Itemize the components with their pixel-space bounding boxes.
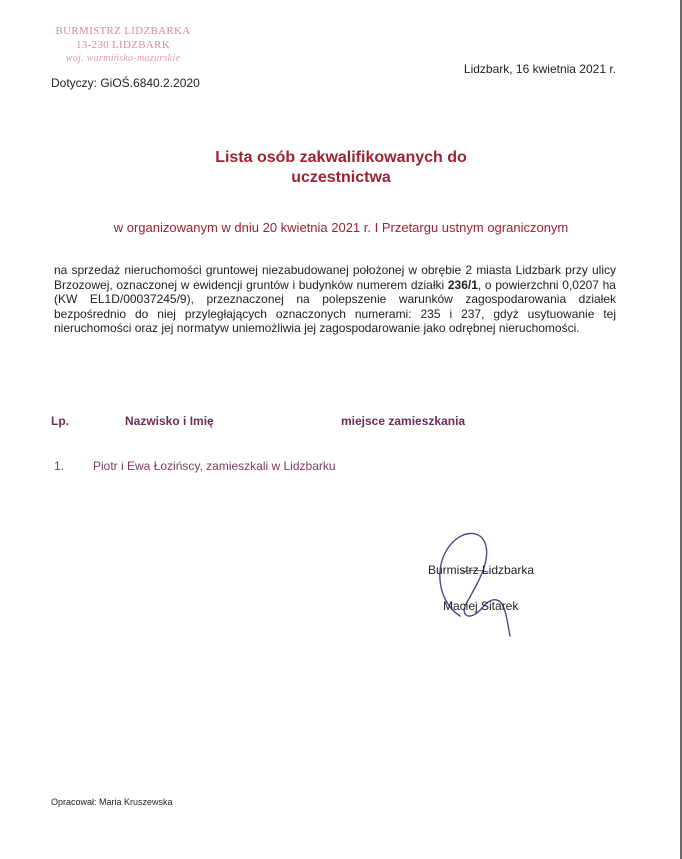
- stamp-line-3: woj. warmińsko-mazurskie: [65, 53, 181, 64]
- handwritten-signature: [400, 512, 550, 642]
- table-row-value: Piotr i Ewa Łozińscy, zamieszkali w Lidzbarku: [93, 459, 336, 473]
- signatory-title: Burmistrz Lidzbarka: [428, 563, 535, 577]
- prepared-by: Opracował: Maria Kruszewska: [51, 797, 173, 807]
- body-paragraph: [54, 263, 616, 336]
- document-date: Lidzbark, 16 kwietnia 2021 r.: [463, 62, 616, 76]
- body-text-part-2: , o powierzchni 0,0207 ha (KW EL1D/00037245/9), przeznaczonej na polepszenie warunków zagospodarowania działek bezpośrednio do niej przyległających oznaczonych numerami: 235 i 237, gdyż usytuowanie tej nieruchomości oraz jej normatyw uniemożliwia jej zagospodarowanie jako odrębnej nieruchomości.: [54, 277, 616, 335]
- column-header-lp: Lp.: [51, 414, 69, 428]
- plot-number: 236/1: [447, 277, 478, 292]
- column-header-name: Nazwisko i Imię: [125, 414, 214, 428]
- column-header-place: miejsce zamieszkania: [341, 414, 466, 428]
- title-line-1: Lista osób zakwalifikowanych do: [215, 149, 467, 166]
- body-text-part-1: na sprzedaż nieruchomości gruntowej niezabudowanej położonej w obrębie 2 miasta Lidzbark przy ulicy Brzozowej, oznaczonej w ewidencji gruntów i budynków numerem działki: [54, 263, 616, 292]
- office-stamp: [47, 24, 199, 66]
- document-title: [0, 148, 682, 188]
- title-line-2: uczestnictwa: [291, 169, 391, 186]
- signatory-name: Maciej Sitarek: [443, 599, 519, 613]
- document-subtitle: w organizowanym w dniu 20 kwietnia 2021 r. I Przetargu ustnym ograniczonym: [113, 220, 569, 235]
- table-row-number: 1.: [54, 459, 65, 473]
- stamp-line-2: 13-230 LIDZBARK: [75, 39, 171, 51]
- reference-number: Dotyczy: GiOŚ.6840.2.2020: [51, 76, 200, 90]
- stamp-line-1: BURMISTRZ LIDZBARKA: [55, 25, 191, 37]
